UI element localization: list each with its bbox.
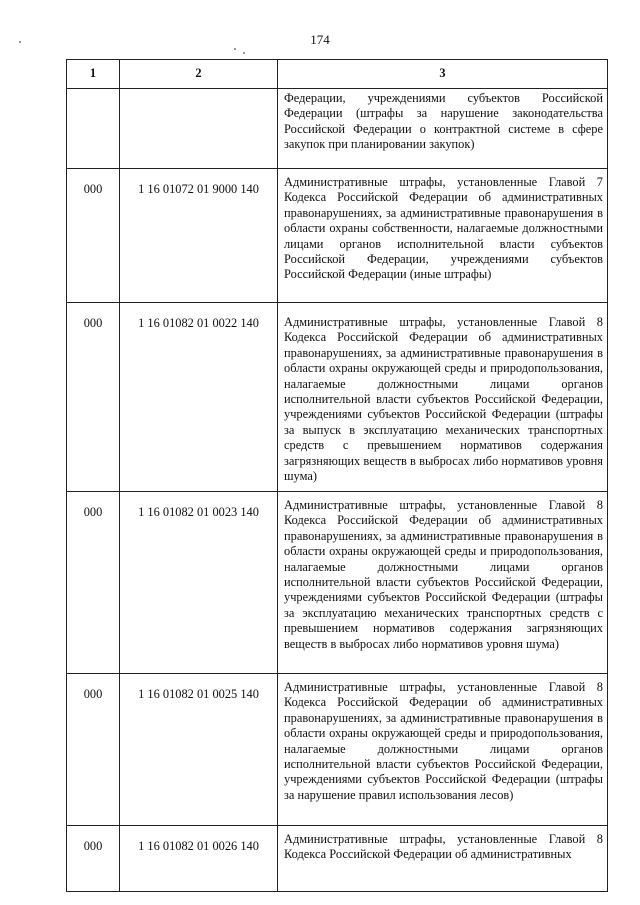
- budget-codes-table: [66, 59, 608, 892]
- budget-code-cell: 1 16 01072 01 9000 140: [120, 169, 278, 303]
- admin-code-cell: 000: [67, 492, 120, 674]
- description-cell: Административные штрафы, установленные Главой 8 Кодекса Российской Федерации об административных правонарушениях, за административные правонарушения в области охраны окружающей среды и природопользования, налагаемые должностными лицами органов исполнительной власти субъектов Российской Федерации, учреждениями субъектов Российской Федерации (штрафы за эксплуатацию механических транспортных средств с превышением нормативов содержания загрязняющих веществ в выбросах либо нормативов уровня шума): [278, 492, 608, 674]
- column-header: 3: [278, 60, 608, 89]
- admin-code-cell: 000: [67, 303, 120, 492]
- description-cell: Административные штрафы, установленные Главой 7 Кодекса Российской Федерации об административных правонарушениях, за административные правонарушения в области охраны собственности, налагаемые должностными лицами органов исполнительной власти субъектов Российской Федерации, учреждениями субъектов Российской Федерации (иные штрафы): [278, 169, 608, 303]
- scan-speck: [234, 48, 236, 50]
- scan-speck: [243, 52, 245, 54]
- column-header: 2: [120, 60, 278, 89]
- budget-code-cell: [120, 89, 278, 169]
- table-row: [67, 169, 608, 303]
- scan-speck: [19, 41, 21, 43]
- admin-code-cell: 000: [67, 674, 120, 826]
- admin-code-cell: [67, 89, 120, 169]
- description-cell: Административные штрафы, установленные Главой 8 Кодекса Российской Федерации об административных правонарушениях, за административные правонарушения в области охраны окружающей среды и природопользования, налагаемые должностными лицами органов исполнительной власти субъектов Российской Федерации, учреждениями субъектов Российской Федерации (штрафы за нарушение правил использования лесов): [278, 674, 608, 826]
- budget-code-cell: 1 16 01082 01 0022 140: [120, 303, 278, 492]
- budget-code-cell: 1 16 01082 01 0026 140: [120, 826, 278, 892]
- table-header-row: [67, 60, 608, 89]
- table-row: [67, 303, 608, 492]
- admin-code-cell: 000: [67, 826, 120, 892]
- admin-code-cell: 000: [67, 169, 120, 303]
- budget-code-cell: 1 16 01082 01 0025 140: [120, 674, 278, 826]
- page-number: 174: [310, 32, 330, 47]
- budget-code-cell: 1 16 01082 01 0023 140: [120, 492, 278, 674]
- table-row: [67, 89, 608, 169]
- table-row: [67, 492, 608, 674]
- table-row: [67, 674, 608, 826]
- table-row: [67, 826, 608, 892]
- description-cell: Федерации, учреждениями субъектов Российской Федерации (штрафы за нарушение законодательства Российской Федерации о контрактной системе в сфере закупок при планировании закупок): [278, 89, 608, 169]
- description-cell: Административные штрафы, установленные Главой 8 Кодекса Российской Федерации об административных: [278, 826, 608, 892]
- description-cell: Административные штрафы, установленные Главой 8 Кодекса Российской Федерации об административных правонарушениях, за административные правонарушения в области охраны окружающей среды и природопользования, налагаемые должностными лицами органов исполнительной власти субъектов Российской Федерации, учреждениями субъектов Российской Федерации (штрафы за выпуск в эксплуатацию механических транспортных средств с превышением нормативов содержания загрязняющих веществ в выбросах либо нормативов уровня шума): [278, 303, 608, 492]
- column-header: 1: [67, 60, 120, 89]
